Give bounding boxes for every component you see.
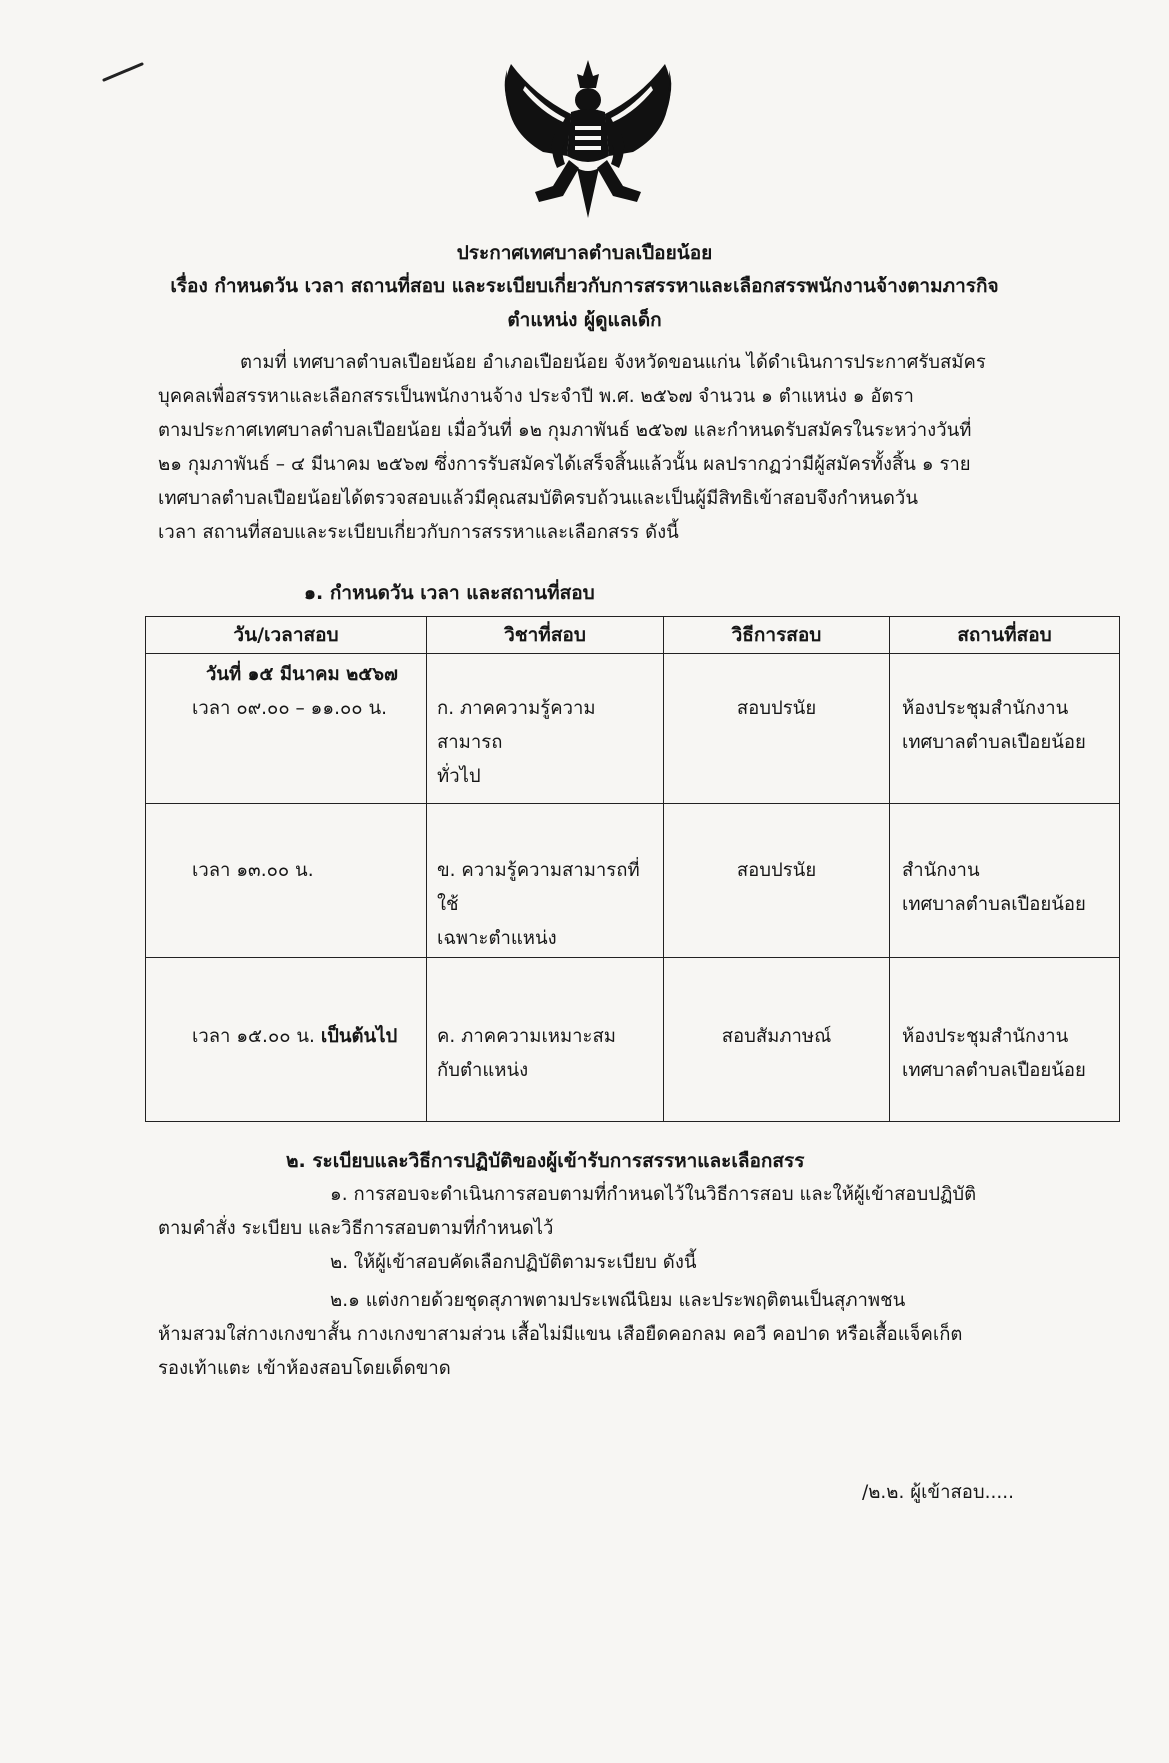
announcement-title: ประกาศเทศบาลตำบลเปือยน้อย	[456, 242, 713, 264]
exam-method: สอบปรนัย	[736, 698, 817, 719]
exam-date: วันที่ ๑๕ มีนาคม ๒๕๖๗	[206, 664, 398, 685]
intro-line: ๒๑ กุมภาพันธ์ – ๔ มีนาคม ๒๕๖๗ ซึ่งการรับสมัครได้เสร็จสิ้นแล้วนั้น ผลปรากฏว่ามีผู้สมัครทั้งสิ้น ๑ ราย	[158, 454, 971, 475]
rule-2-1-line-2: ห้ามสวมใส่กางเกงขาสั้น กางเกงขาสามส่วน เสื้อไม่มีแขน เสือยืดคอกลม คอวี คอปาด หรือเสื้อแจ็คเก็ต	[158, 1324, 963, 1345]
time-cell	[146, 958, 427, 1122]
subject-line: ค. ภาคความเหมาะสม	[437, 1026, 616, 1047]
rule-1-line-2: ตามคำสั่ง ระเบียบ และวิธีการสอบตามที่กำหนดไว้	[158, 1218, 554, 1239]
subject-line: ก. ภาคความรู้ความสามารถ	[437, 698, 596, 753]
subject-line: กับตำแหน่ง	[437, 1060, 529, 1081]
announcement-position: ตำแหน่ง ผู้ดูแลเด็ก	[507, 309, 662, 331]
intro-line: เทศบาลตำบลเปือยน้อยได้ตรวจสอบแล้วมีคุณสมบัติครบถ้วนและเป็นผู้มีสิทธิเข้าสอบจึงกำหนดวัน	[158, 488, 918, 509]
exam-time-text: เวลา ๑๕.๐๐ น.	[192, 1026, 315, 1047]
place-line: เทศบาลตำบลเปือยน้อย	[902, 1060, 1086, 1081]
method-cell	[664, 804, 890, 958]
time-cell	[146, 654, 427, 804]
place-cell	[890, 804, 1120, 958]
exam-time-onward: เป็นต้นไป	[320, 1026, 398, 1047]
table-row	[146, 804, 1120, 958]
column-header: วัน/เวลาสอบ	[146, 617, 427, 654]
garuda-emblem-icon	[495, 56, 681, 224]
exam-time: เวลา ๐๙.๐๐ – ๑๑.๐๐ น.	[192, 698, 387, 719]
exam-schedule-table	[145, 616, 1120, 1122]
place-line: เทศบาลตำบลเปือยน้อย	[902, 732, 1086, 753]
continuation-note: /๒.๒. ผู้เข้าสอบ.....	[862, 1482, 1015, 1503]
place-line: เทศบาลตำบลเปือยน้อย	[902, 894, 1086, 915]
column-header: วิชาที่สอบ	[427, 617, 664, 654]
intro-line: ตามที่ เทศบาลตำบลเปือยน้อย อำเภอเปือยน้อย จังหวัดขอนแก่น ได้ดำเนินการประกาศรับสมัคร	[240, 352, 986, 373]
intro-line: ตามประกาศเทศบาลตำบลเปือยน้อย เมื่อวันที่ ๑๒ กุมภาพันธ์ ๒๕๖๗ และกำหนดรับสมัครในระหว่างวันที่	[158, 420, 972, 441]
place-line: ห้องประชุมสำนักงาน	[902, 1026, 1069, 1047]
rule-1-line-1: ๑. การสอบจะดำเนินการสอบตามที่กำหนดไว้ในวิธีการสอบ และให้ผู้เข้าสอบปฏิบัติ	[330, 1184, 977, 1205]
pen-mark-icon	[102, 60, 146, 84]
column-header: สถานที่สอบ	[890, 617, 1120, 654]
place-cell	[890, 958, 1120, 1122]
method-cell	[664, 654, 890, 804]
rule-2-1-line-1: ๒.๑ แต่งกายด้วยชุดสุภาพตามประเพณีนิยม และประพฤติตนเป็นสุภาพชน	[330, 1290, 906, 1311]
exam-method: สอบสัมภาษณ์	[721, 1026, 832, 1047]
table-header-row	[146, 617, 1120, 654]
subject-cell	[427, 958, 664, 1122]
intro-line: เวลา สถานที่สอบและระเบียบเกี่ยวกับการสรรหาและเลือกสรร ดังนี้	[158, 522, 679, 543]
rule-2: ๒. ให้ผู้เข้าสอบคัดเลือกปฏิบัติตามระเบียบ ดังนี้	[330, 1252, 697, 1273]
place-line: สำนักงาน	[902, 860, 980, 881]
time-cell	[146, 804, 427, 958]
column-header: วิธีการสอบ	[664, 617, 890, 654]
intro-paragraph	[158, 346, 1038, 550]
exam-time	[146, 1020, 426, 1054]
rule-2-1-line-3: รองเท้าแตะ เข้าห้องสอบโดยเด็ดขาด	[158, 1358, 451, 1379]
subject-cell	[427, 804, 664, 958]
place-cell	[890, 654, 1120, 804]
section-2-heading: ๒. ระเบียบและวิธีการปฏิบัติของผู้เข้ารับการสรรหาและเลือกสรร	[286, 1150, 805, 1172]
announcement-subject: เรื่อง กำหนดวัน เวลา สถานที่สอบ และระเบียบเกี่ยวกับการสรรหาและเลือกสรรพนักงานจ้างตามภารกิจ	[170, 275, 999, 297]
method-cell	[664, 958, 890, 1122]
subject-line: ข. ความรู้ความสามารถที่ใช้	[437, 860, 640, 915]
table-row	[146, 958, 1120, 1122]
subject-line: ทั่วไป	[437, 766, 481, 787]
section-1-heading: ๑. กำหนดวัน เวลา และสถานที่สอบ	[304, 582, 595, 604]
subject-line: เฉพาะตำแหน่ง	[437, 928, 557, 949]
exam-time: เวลา ๑๓.๐๐ น.	[192, 860, 314, 881]
subject-cell	[427, 654, 664, 804]
exam-method: สอบปรนัย	[736, 860, 817, 881]
intro-line: บุคคลเพื่อสรรหาและเลือกสรรเป็นพนักงานจ้าง ประจำปี พ.ศ. ๒๕๖๗ จำนวน ๑ ตำแหน่ง ๑ อัตรา	[158, 386, 914, 407]
place-line: ห้องประชุมสำนักงาน	[902, 698, 1069, 719]
table-row	[146, 654, 1120, 804]
